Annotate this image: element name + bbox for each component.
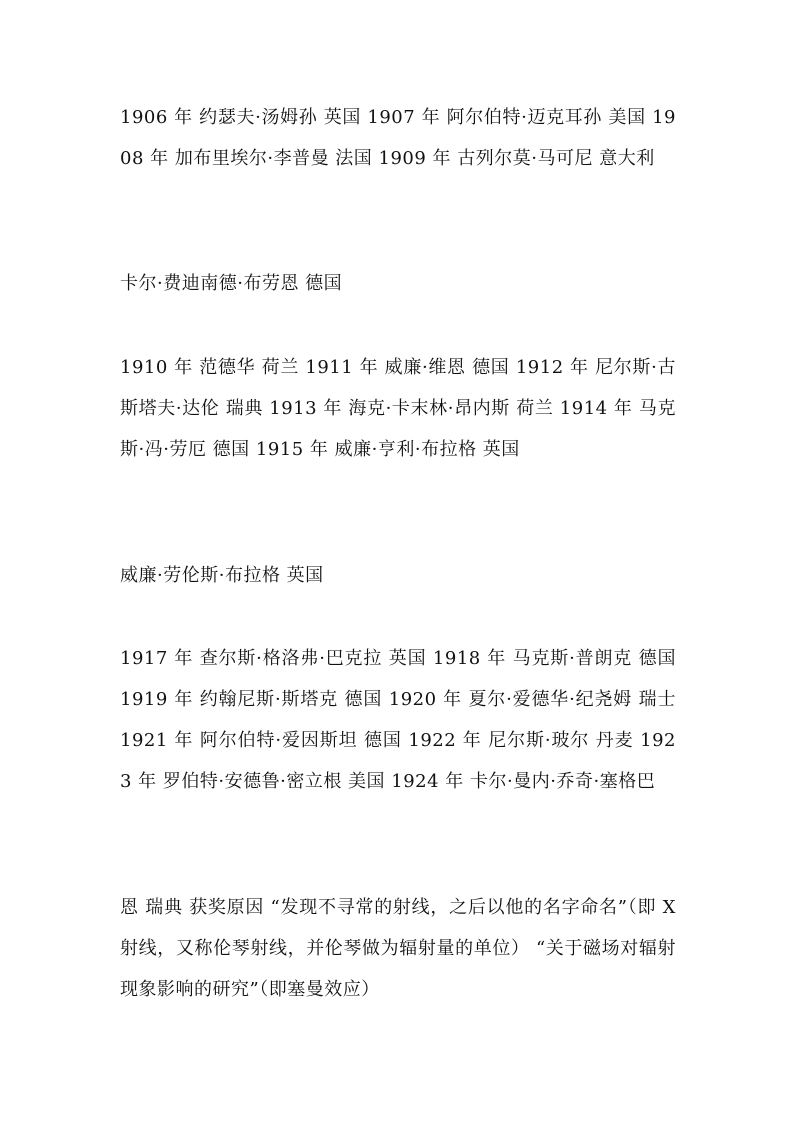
paragraph-1910-1915: 1910 年 范德华 荷兰 1911 年 威廉·维恩 德国 1912 年 尼尔斯·古斯塔夫·达伦 瑞典 1913 年 海克·卡末林·昂内斯 荷兰 1914 年 马克斯·冯·劳厄 德国 1915 年 威廉·亨利·布拉格 英国 [120, 357, 676, 460]
paragraph-braun: 卡尔·费迪南德·布劳恩 德国 [120, 273, 343, 294]
paragraph-lawrence-bragg: 威廉·劳伦斯·布拉格 英国 [120, 565, 324, 586]
paragraph-1917-1924: 1917 年 查尔斯·格洛弗·巴克拉 英国 1918 年 马克斯·普朗克 德国 1919 年 约翰尼斯·斯塔克 德国 1920 年 夏尔·爱德华·纪尧姆 瑞士 1921 年 阿尔伯特·爱因斯坦 德国 1922 年 尼尔斯·玻尔 丹麦 1923 年 罗伯特·安德鲁·密立根 美国 1924 年 卡尔·曼内·乔奇·塞格巴 [120, 648, 676, 792]
paragraph-award-reasons: 恩 瑞典 获奖原因 “发现不寻常的射线，之后以他的名字命名”（即 X 射线，又称伦琴射线，并伦琴做为辐射量的单位） “关于磁场对辐射现象影响的研究”（即塞曼效应） [120, 897, 676, 1000]
paragraph-1906-1909: 1906 年 约瑟夫·汤姆孙 英国 1907 年 阿尔伯特·迈克耳孙 美国 1908 年 加布里埃尔·李普曼 法国 1909 年 古列尔莫·马可尼 意大利 [120, 107, 676, 169]
